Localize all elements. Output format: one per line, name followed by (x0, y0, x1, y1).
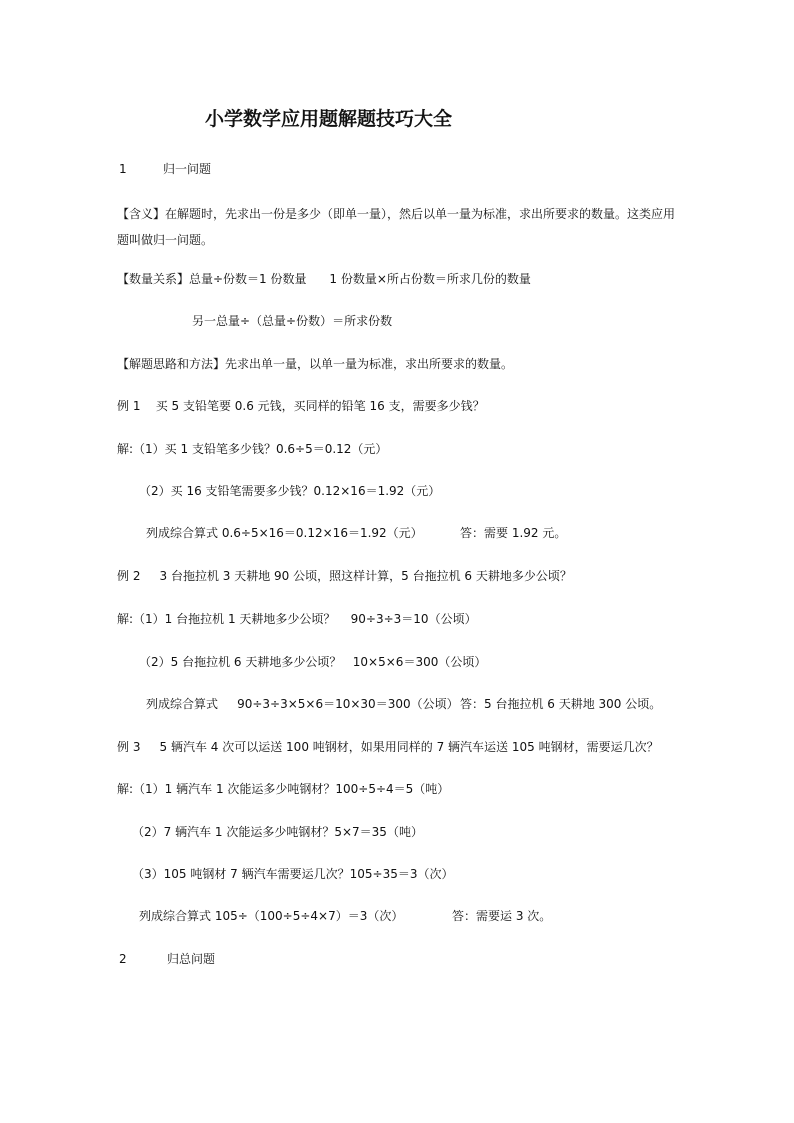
example-2-question: 例 2 3 台拖拉机 3 天耕地 90 公顷，照这样计算，5 台拖拉机 6 天耕地多少公顷？ (117, 569, 572, 583)
example-3-step-3: （3）105 吨钢材 7 辆汽车需要运几次？105÷35＝3（次） (132, 867, 454, 881)
example-1-question: 例 1 买 5 支铅笔要 0.6 元钱，买同样的铅笔 16 支，需要多少钱？ (117, 399, 485, 413)
page-title: 小学数学应用题解题技巧大全 (205, 108, 453, 130)
example-3-question: 例 3 5 辆汽车 4 次可以运送 100 吨钢材，如果用同样的 7 辆汽车运送 105 吨钢材，需要运几次？ (117, 740, 659, 754)
example-2-step-2: （2）5 台拖拉机 6 天耕地多少公顷？ 10×5×6＝300（公顷） (139, 655, 487, 669)
method-paragraph: 【解题思路和方法】先求出单一量，以单一量为标准，求出所要求的数量。 (117, 357, 514, 371)
example-1-step-2: （2）买 16 支铅笔需要多少钱？0.12×16＝1.92（元） (139, 484, 441, 498)
section-1-number: 1 (119, 162, 127, 176)
meaning-paragraph: 【含义】在解题时，先求出一份是多少（即单一量），然后以单一量为标准，求出所要求的数量。这类应用题叫做归一问题。 (117, 207, 676, 247)
example-1-combined: 列成综合算式 0.6÷5×16＝0.12×16＝1.92（元） (146, 526, 423, 540)
example-3-combined: 列成综合算式 105÷（100÷5÷4×7）＝3（次） (139, 909, 404, 923)
example-3-answer: 答：需要运 3 次。 (452, 909, 552, 923)
section-1-heading: 归一问题 (163, 162, 212, 176)
quantity-relation-line-2: 另一总量÷（总量÷份数）＝所求份数 (192, 314, 393, 328)
example-1-step-1: 解:（1）买 1 支铅笔多少钱？0.6÷5＝0.12（元） (117, 442, 388, 456)
quantity-relation-line-1: 【数量关系】总量÷份数＝1 份数量 1 份数量×所占份数＝所求几份的数量 (117, 272, 531, 286)
example-3-step-2: （2）7 辆汽车 1 次能运多少吨钢材？5×7＝35（吨） (132, 825, 423, 839)
example-3-step-1: 解:（1）1 辆汽车 1 次能运多少吨钢材？100÷5÷4＝5（吨） (117, 782, 450, 796)
example-1-answer: 答：需要 1.92 元。 (460, 526, 567, 540)
example-2-step-1: 解:（1）1 台拖拉机 1 天耕地多少公顷？ 90÷3÷3＝10（公顷） (117, 612, 477, 626)
section-2-number: 2 (119, 952, 127, 966)
example-2-combined: 列成综合算式 90÷3÷3×5×6＝10×30＝300（公顷） (146, 697, 459, 711)
section-2-heading: 归总问题 (167, 952, 216, 966)
example-2-answer: 答：5 台拖拉机 6 天耕地 300 公顷。 (460, 697, 662, 711)
